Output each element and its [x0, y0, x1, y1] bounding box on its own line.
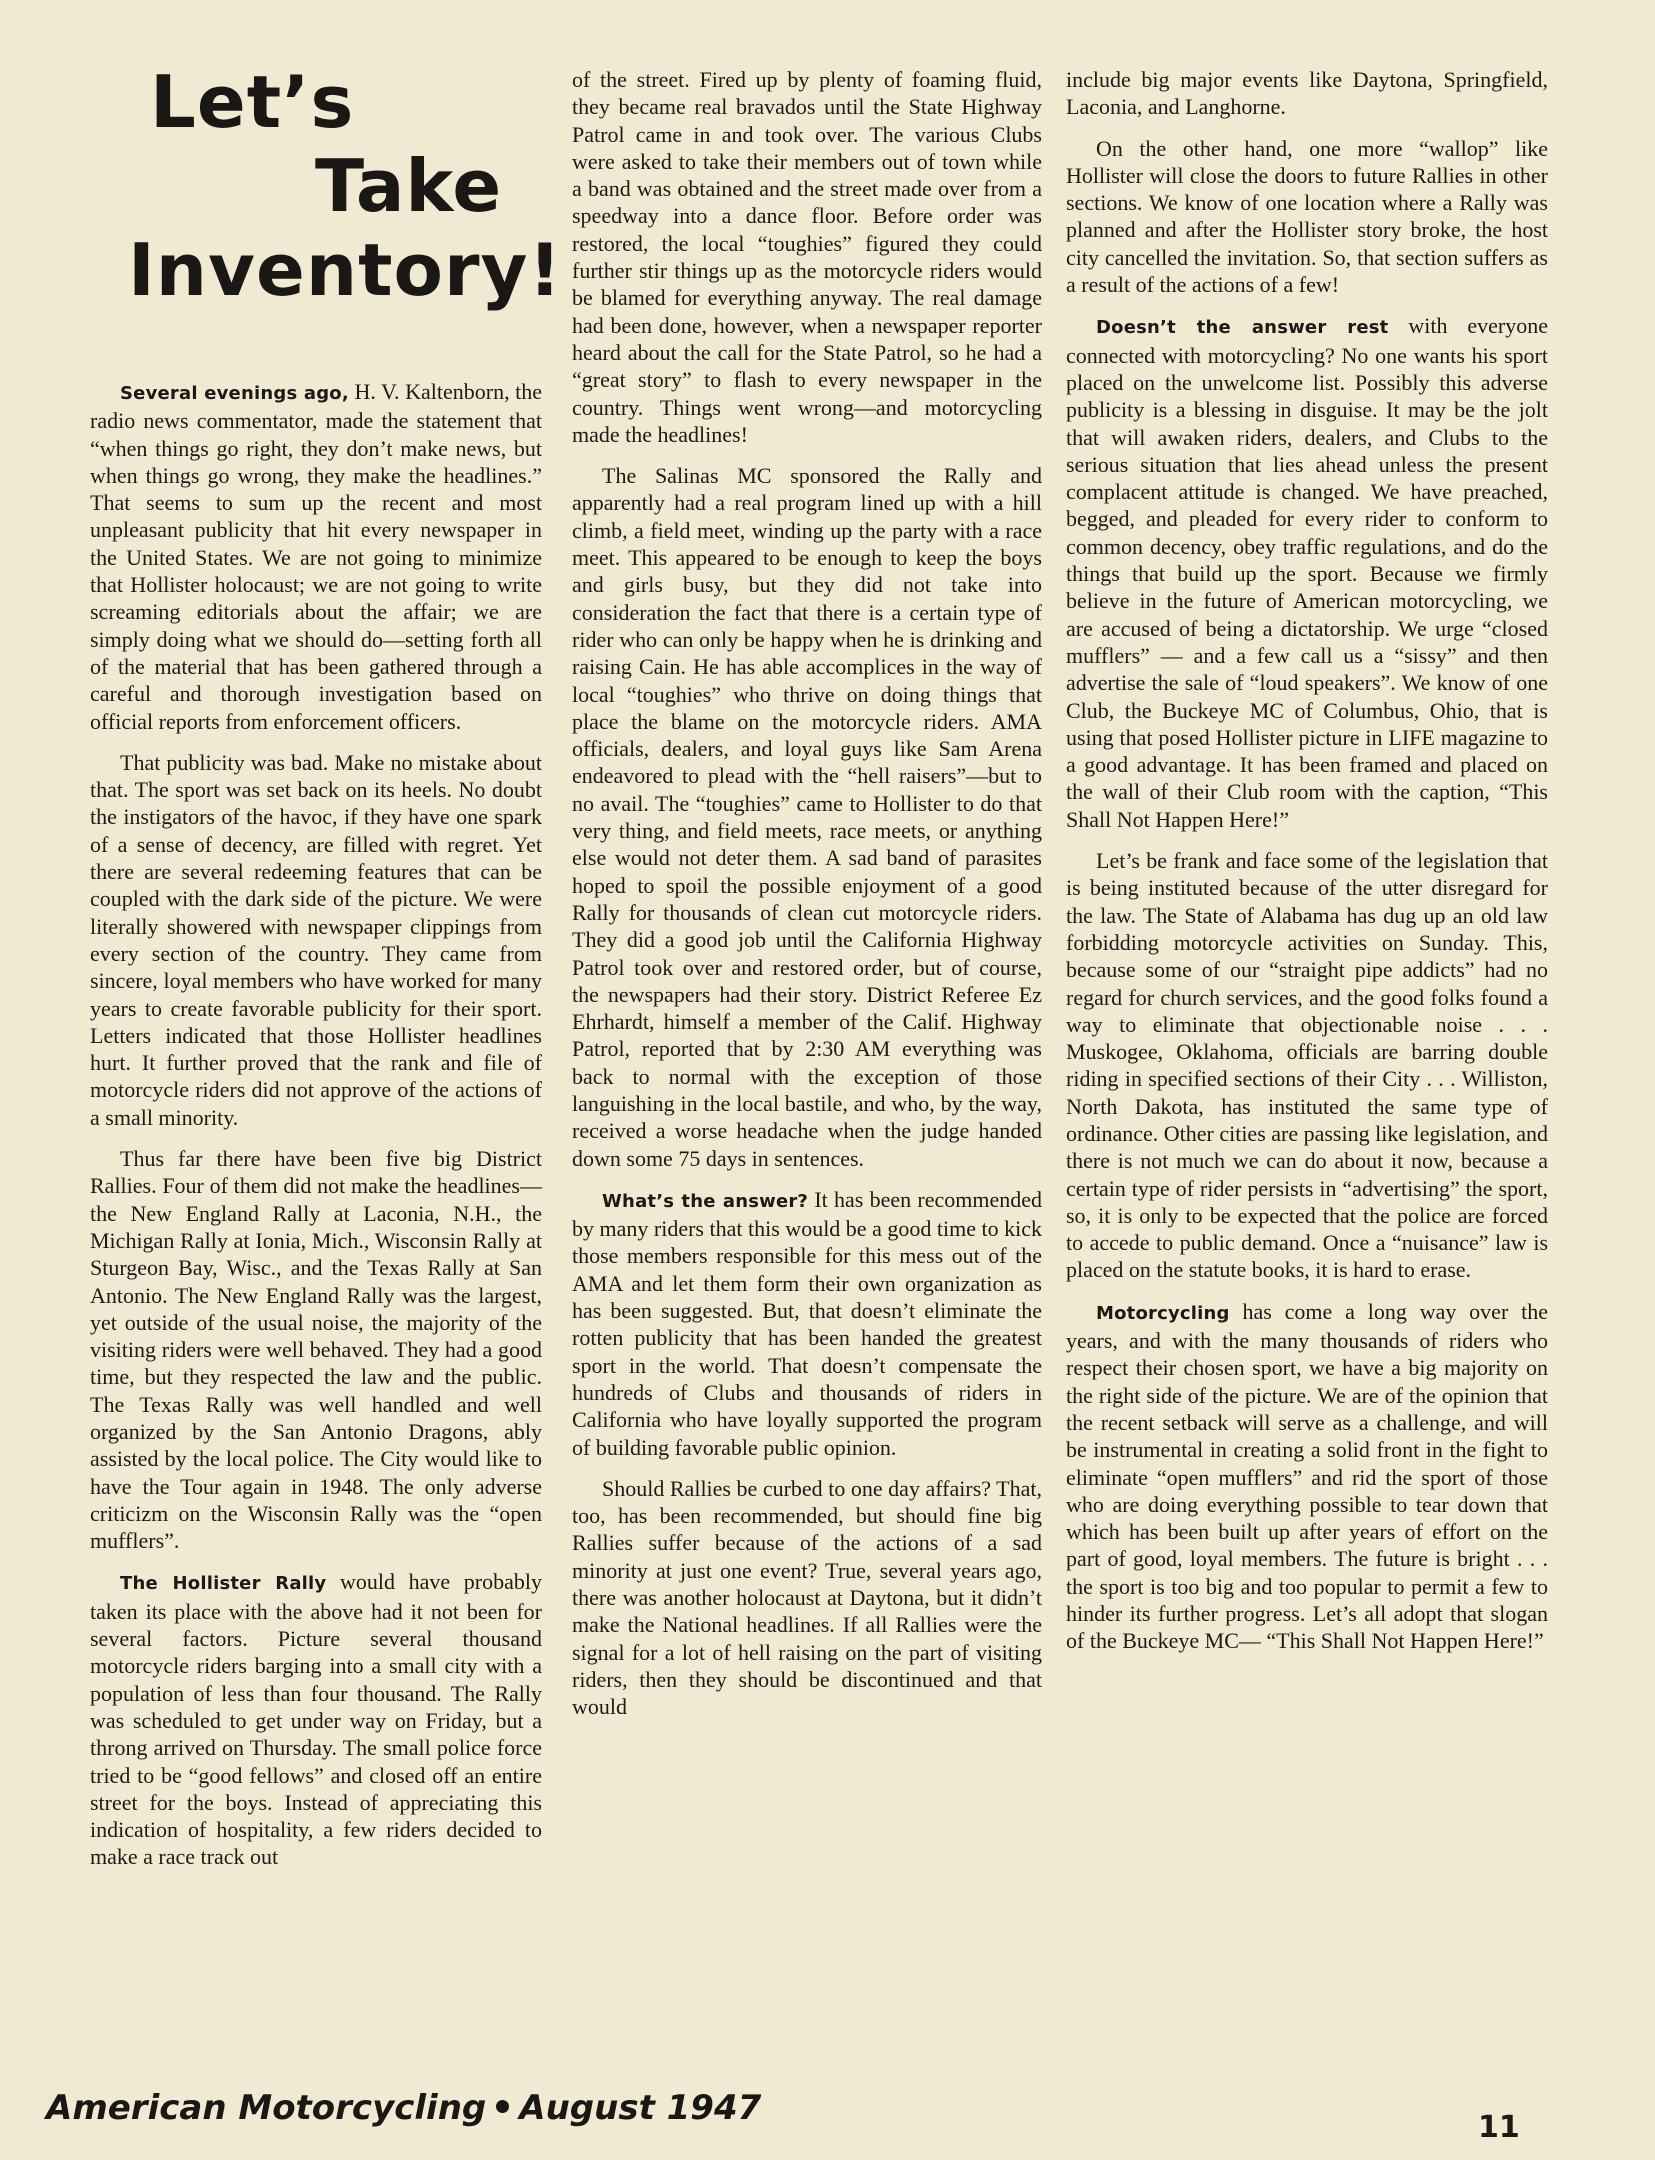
paragraph	[90, 378, 542, 735]
text-column-2	[572, 66, 1042, 1735]
paragraph: of the street. Fired up by plenty of foaming fluid, they became real bravados until the State Highway Patrol came in and took over. The various Clubs were asked to take their members out of town while a band was obtained and the street made over from a speedway into a dance floor. Before order was restored, the local “toughies” figured they could further stir things up as the motorcycle riders would be blamed for everything anyway. The real damage had been done, however, when a newspaper reporter heard about the call for the State Patrol, so he had a “great story” to flash to every newspaper in the country. Things went wrong—and motorcycling made the headlines!	[572, 67, 1042, 447]
paragraph-text: H. V. Kaltenborn, the radio news commentator, made the statement that “when things go right, they don’t make news, but when things go wrong, they make the headlines.” That seems to sum up the recent and most unpleasant publicity that hit every newspaper in the United States. We are not going to minimize that Hollister holocaust; we are not going to write screaming editorials about the affair; we are simply doing what we should do—setting forth all of the material that has been gathered through a careful and thorough investigation based on official reports from enforcement officers.	[90, 379, 542, 734]
article-title	[110, 60, 563, 312]
paragraph-text: It has been recommended by many riders that this would be a good time to kick those members responsible for this mess out of the AMA and let them form their own organization as has been suggested. But, that doesn’t eliminate the rotten publicity that has been handed the greatest sport in the world. That doesn’t compensate the hundreds of Clubs and thousands of riders in California who have loyally supported the program of building favorable public opinion.	[572, 1186, 1043, 1460]
paragraph	[1066, 1298, 1548, 1655]
magazine-name: American Motorcycling	[46, 2088, 487, 2128]
run-in-heading: Motorcycling	[1096, 1302, 1230, 1324]
page-footer	[46, 2088, 761, 2128]
run-in-heading: Several evenings ago,	[120, 383, 349, 404]
paragraph	[90, 1568, 542, 1870]
paragraph-text: with everyone connected with motorcycling? No one wants his sport placed on the unwelcome list. Possibly this adverse publicity is a blessing in disguise. It may be the jolt that will awaken riders, dealers, and Clubs to the serious situation that lies ahead unless the present complacent attitude is changed. We have preached, begged, and pleaded for every rider to conform to common decency, obey traffic regulations, and do the things that build up the sport. Because we firmly believe in the future of American motorcycling, we are accused of being a dictatorship. We urge “closed mufflers” — and a few call us a “sissy” and then advertise the sale of “loud speakers”. We know of one Club, the Buckeye MC of Columbus, Ohio, that is using that posed Hollister picture in LIFE magazine to a good advantage. It has been framed and placed on the wall of their Club room with the caption, “This Shall Not Happen Here!”	[1066, 313, 1548, 832]
paragraph: That publicity was bad. Make no mistake about that. The sport was set back on its heels. No doubt the instigators of the havoc, if they have one spark of a sense of decency, are filled with regret. Yet there are several redeeming features that can be coupled with the dark side of the picture. We were literally showered with newspaper clippings from every section of the country. They came from sincere, loyal members who have worked for many years to create favorable publicity for their sport. Letters indicated that those Hollister headlines hurt. It further proved that the rank and file of motorcycle riders did not approve of the actions of a small minority.	[90, 749, 542, 1130]
paragraph-text: has come a long way over the years, and with the many thousands of riders who respect their chosen sport, we have a big majority on the right side of the picture. We are of the opinion that the recent setback will serve as a challenge, and will be instrumental in creating a solid front in the fight to eliminate “open mufflers” and rid the sport of those who are doing everything possible to tear down that which has been built up after years of effort on the part of good, loyal members. The future is bright . . . the sport is too big and too popular to permit a few to hinder its further progress. Let’s all adopt that slogan of the Buckeye MC— “This Shall Not Happen Here!”	[1066, 1298, 1548, 1654]
text-column-1	[90, 378, 542, 1885]
paragraph	[1066, 312, 1548, 833]
bullet-icon	[496, 2100, 509, 2113]
paragraph: Should Rallies be curbed to one day affairs? That, too, has been recommended, but should fine big Rallies suffer because of the actions of a sad minority at just one event? True, several years ago, there was another holocaust at Daytona, but it didn’t make the National headlines. If all Rallies were the signal for a lot of hell raising on the part of visiting riders, then they should be discontinued and that would	[572, 1475, 1042, 1720]
title-line-3: Inventory!	[128, 228, 563, 312]
paragraph: The Salinas MC sponsored the Rally and apparently had a real program lined up with a hill climb, a field meet, winding up the party with a race meet. This appeared to be enough to keep the boys and girls busy, but they did not take into consideration the fact that there is a certain type of rider who can only be happy when he is drinking and raising Cain. He has able accomplices in the way of local “toughies” who thrive on doing things that place the blame on the motorcycle riders. AMA officials, dealers, and loyal guys like Sam Arena endeavored to plead with the “hell raisers”—but to no avail. The “toughies” came to Hollister to do that very thing, and field meets, race meets, or anything else would not deter them. A sad band of parasites hoped to spoil the possible enjoyment of a good Rally for thousands of clean cut motorcycle riders. They did a good job until the California Highway Patrol took over and restored order, but of course, the newspapers had their story. District Referee Ez Ehrhardt, himself a member of the Calif. Highway Patrol, reported that by 2:30 AM everything was back to normal with the exception of those languishing in the local bastile, and who, by the way, received a worse headache when the judge handed down some 75 days in sentences.	[572, 463, 1042, 1171]
paragraph	[572, 1186, 1042, 1461]
page-number: 11	[1478, 2110, 1520, 2145]
title-line-1: Let’s	[150, 60, 355, 144]
title-line-2: Take	[315, 144, 503, 228]
paragraph: On the other hand, one more “wallop” like Hollister will close the doors to future Rallies in other sections. We know of one location where a Rally was planned and after the Hollister story broke, the host city cancelled the invitation. So, that section suffers as a result of the actions of a few!	[1066, 135, 1548, 298]
run-in-heading: What’s the answer?	[602, 1190, 809, 1212]
run-in-heading: Doesn’t the answer rest	[1096, 317, 1389, 339]
paragraph-text: would have probably taken its place with the above had it not been for several factors. Picture several thousand motorcycle riders barging into a small city with a population of less than four thousand. The Rally was scheduled to get under way on Friday, but a throng arrived on Thursday. The small police force tried to be “good fellows” and closed off an entire street for the boys. Instead of appreciating this indication of hospitality, a few riders decided to make a race track out	[90, 1569, 542, 1870]
issue-date: August 1947	[519, 2088, 762, 2128]
text-column-3	[1066, 66, 1548, 1669]
paragraph: Let’s be frank and face some of the legislation that is being instituted because of the utter disregard for the law. The State of Alabama has dug up an old law forbidding motorcycle activities on Sunday. This, because some of our “straight pipe addicts” had no regard for church services, and the good folks found a way to eliminate that objectionable noise . . . Muskogee, Oklahoma, officials are barring double riding in specified sections of their City . . . Williston, North Dakota, has instituted the same type of ordinance. Other cities are passing like legislation, and there is not much we can do about it now, because a certain type of rider persists in “advertising” the sport, so, it is only to be expected that the police are forced to accede to public demand. Once a “nuisance” law is placed on the statute books, it is hard to erase.	[1066, 848, 1549, 1283]
run-in-heading: The Hollister Rally	[120, 1573, 327, 1595]
paragraph: include big major events like Daytona, Springfield, Laconia, and Langhorne.	[1066, 67, 1548, 120]
paragraph: Thus far there have been five big District Rallies. Four of them did not make the headlines—the New England Rally at Laconia, N.H., the Michigan Rally at Ionia, Mich., Wisconsin Rally at Sturgeon Bay, Wisc., and the Texas Rally at San Antonio. The New England Rally was the largest, yet outside of the usual noise, the majority of the visiting riders were well behaved. They had a good time, but they respected the law and the public. The Texas Rally was well handled and well organized by the San Antonio Dragons, ably assisted by the local police. The City would like to have the Tour again in 1948. The only adverse criticizm on the Wisconsin Rally was the “open mufflers”.	[90, 1146, 542, 1554]
